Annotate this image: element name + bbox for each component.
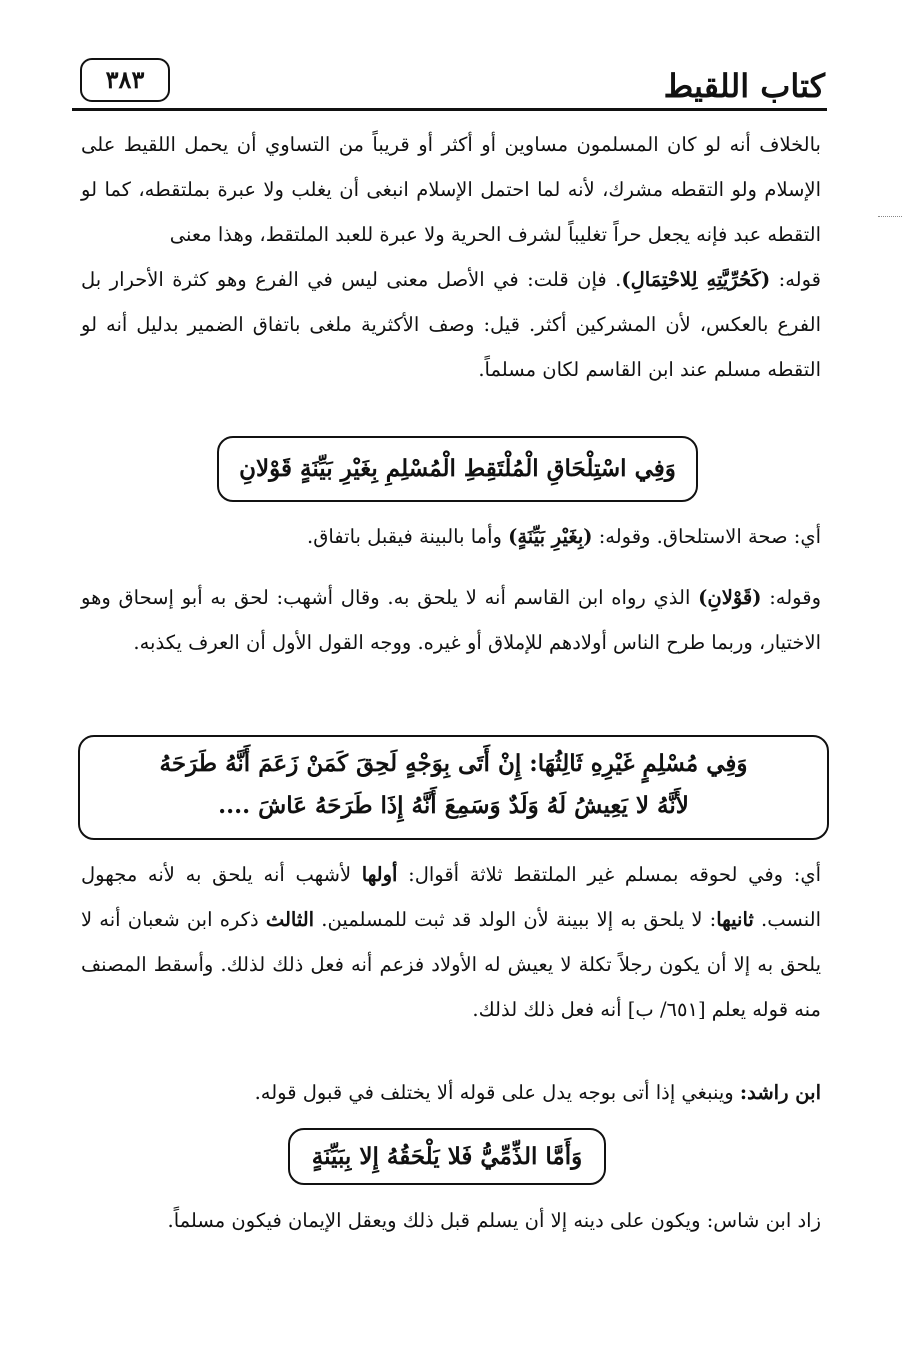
paragraph-1-text: بالخلاف أنه لو كان المسلمون مساوين أو أكثر أو قريباً من التساوي أن يحمل اللقيط على الإسلام ولو التقطه مشرك، لأنه لما احتمل الإسلام انبغى أن يغلب ولا عبرة بملتقطه، كما لو التقطه عبد فإنه يجعل حراً تغليباً لشرف الحرية ولا عبرة للعبد الملتقط، وهذا معنى	[81, 133, 821, 246]
paragraph-4-prefix: وقوله:	[761, 586, 821, 609]
paragraph-3-rest: وأما بالبينة فيقبل باتفاق.	[307, 525, 509, 548]
matn-box-2	[78, 735, 829, 840]
matn-2-line-1: وَفِي مُسْلِمٍ غَيْرِهِ ثَالِثُهَا: إِنْ أَتَى بِوَجْهٍ لَحِقَ كَمَنْ زَعَمَ أَنَّهُ طَرَحَهُ	[159, 750, 748, 777]
paragraph-5-e: : لا يلحق به إلا ببينة لأن الولد قد ثبت للمسلمين.	[314, 908, 717, 931]
page-header	[72, 58, 827, 116]
paragraph-5-a: أي: وفي لحوقه بمسلم غير الملتقط ثلاثة أقوال:	[397, 863, 822, 886]
paragraph-5	[81, 852, 821, 1032]
matn-box-3	[288, 1128, 606, 1185]
paragraph-4-rest: الذي رواه ابن القاسم أنه لا يلحق به. وقال أشهب: لحق به أبو إسحاق وهو الاختيار، وربما طرح الناس أولادهم للإملاق أو غيره. ووجه القول الأول أن العرف يكذبه.	[81, 586, 821, 654]
paragraph-4-quote: (قَوْلانِ)	[698, 586, 762, 609]
paragraph-6-label: ابن راشد:	[739, 1081, 821, 1104]
paragraph-6	[81, 1070, 821, 1115]
matn-3-text: وَأَمَّا الذِّمِّيُّ فَلا يَلْحَقُهُ إِلا بِبَيِّنَةٍ	[311, 1143, 583, 1170]
paragraph-6-rest: وينبغي إذا أتى بوجه يدل على قوله ألا يختلف في قبول قوله.	[254, 1081, 740, 1104]
matn-box-1	[217, 436, 698, 502]
paragraph-3-prefix: أي: صحة الاستلحاق. وقوله:	[592, 525, 821, 548]
paragraph-3-quote: (بِغَيْرِ بَيِّنَةٍ)	[508, 525, 593, 548]
paragraph-7-text: زاد ابن شاس: ويكون على دينه إلا أن يسلم قبل ذلك ويعقل الإيمان فيكون مسلماً.	[167, 1209, 821, 1232]
paragraph-2-prefix: قوله:	[770, 268, 821, 291]
paragraph-1	[81, 122, 821, 257]
paragraph-5-g: ذكره ابن شعبان أنه لا يلحق به إلا أن يكون رجلاً تكلة لا يعيش له الأولاد فزعم أنه فعل ذلك لذلك. وأسقط المصنف منه قوله يعلم [٦٥١/ ب] أنه فعل ذلك لذلك.	[81, 908, 821, 1021]
paragraph-2-rest: . فإن قلت: في الأصل معنى ليس في الفرع وهو كثرة الأحرار بل الفرع بالعكس، لأن المشركين أكثر. قيل: وصف الأكثرية ملغى باتفاق الضمير بدليل أنه لو التقطه مسلم عند ابن القاسم لكان مسلماً.	[81, 268, 821, 381]
paragraph-5-first-label: أولها	[361, 863, 398, 886]
paragraph-3	[81, 514, 821, 559]
paragraph-5-third-label: الثالث	[265, 908, 315, 931]
paragraph-5-c: لأشهب أنه يلحق به لأنه مجهول النسب.	[81, 863, 822, 931]
paragraph-7	[81, 1198, 821, 1243]
matn-2-line-2: لأَنَّهُ لا يَعِيشُ لَهُ وَلَدٌ وَسَمِعَ أَنَّهُ إِذَا طَرَحَهُ عَاشَ ....	[218, 792, 689, 819]
running-title: كتاب اللقيط	[663, 67, 825, 105]
margin-mark	[878, 216, 902, 217]
paragraph-2-quote: (كَحُرِّيَّتِهِ لِلاحْتِمَالِ)	[621, 268, 771, 291]
paragraph-5-second-label: ثانيها	[716, 908, 754, 931]
paragraph-4	[81, 575, 821, 665]
page-number: ٣٨٣	[80, 58, 170, 102]
matn-1-text: وَفِي اسْتِلْحَاقِ الْمُلْتَقِطِ الْمُسْلِمِ بِغَيْرِ بَيِّنَةٍ قَوْلانِ	[239, 455, 676, 482]
paragraph-2	[81, 257, 821, 392]
header-rule	[72, 108, 827, 111]
